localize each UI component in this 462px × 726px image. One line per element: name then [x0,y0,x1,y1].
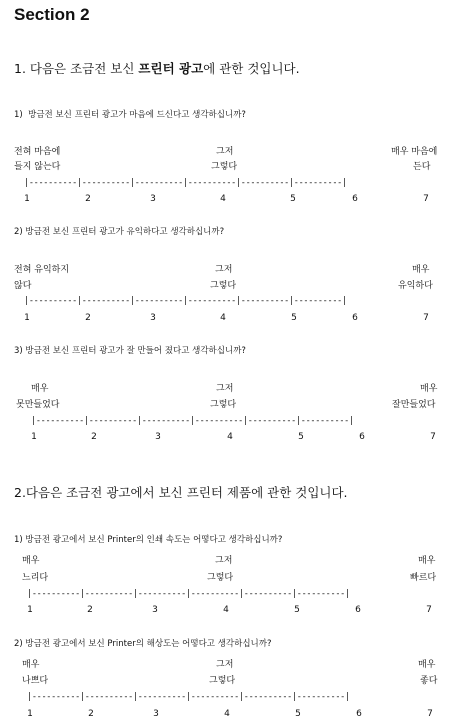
question-text: 2) 방금전 보신 프린터 광고가 유익하다고 생각하십니까? [14,227,225,237]
scale-right-label-line1: 매우 마음에 [391,147,438,157]
section-title: Section 2 [14,5,90,24]
rating-option-3[interactable]: 3 [153,709,159,719]
rating-scale-line: |----------|----------|----------|----------|----------|----------| [31,416,354,426]
rating-scale-line: |----------|----------|----------|----------|----------|----------| [27,589,350,599]
rating-option-5[interactable]: 5 [295,709,301,719]
scale-mid-label-line2: 그렇다 [211,162,238,172]
rating-option-2[interactable]: 2 [85,194,91,204]
scale-left-label-line2: 않다 [14,281,32,291]
rating-option-6[interactable]: 6 [359,432,365,442]
rating-option-3[interactable]: 3 [152,605,158,615]
rating-option-1[interactable]: 1 [24,313,30,323]
scale-left-label-line1: 전혀 마음에 [14,147,61,157]
rating-option-2[interactable]: 2 [85,313,91,323]
scale-left-label-line1: 매우 [31,384,49,394]
rating-option-2[interactable]: 2 [91,432,97,442]
rating-option-5[interactable]: 5 [294,605,300,615]
scale-right-label-line2: 빠르다 [410,573,437,583]
question-text: 2) 방금전 광고에서 보신 Printer의 해상도는 어떻다고 생각하십니까? [14,639,272,649]
scale-left-label-line2: 느리다 [22,573,49,583]
rating-scale-line: |----------|----------|----------|----------|----------|----------| [27,692,350,702]
scale-right-label-line1: 매우 [418,556,436,566]
rating-option-3[interactable]: 3 [150,313,156,323]
scale-mid-label-line2: 그렇다 [207,573,234,583]
scale-left-label-line1: 매우 [22,556,40,566]
part-1-bold-term: 프린터 광고 [138,61,204,76]
rating-option-7[interactable]: 7 [427,709,433,719]
rating-option-7[interactable]: 7 [426,605,432,615]
scale-mid-label-line2: 그렇다 [210,281,237,291]
scale-left-label-line2: 못만들었다 [16,400,60,410]
rating-option-3[interactable]: 3 [155,432,161,442]
part-1-heading [14,63,300,76]
rating-scale-line: |----------|----------|----------|----------|----------|----------| [24,296,347,306]
rating-option-2[interactable]: 2 [88,709,94,719]
scale-left-label-line2: 나쁘다 [22,676,49,686]
scale-right-label-line1: 매우 [412,265,430,275]
scale-mid-label-line1: 그저 [215,556,233,566]
question-text: 3) 방금전 보신 프린터 광고가 잘 만들어 졌다고 생각하십니까? [14,346,246,356]
rating-scale-line: |----------|----------|----------|----------|----------|----------| [24,178,347,188]
rating-option-1[interactable]: 1 [27,709,33,719]
scale-right-label-line1: 매우 [418,660,436,670]
scale-mid-label-line1: 그저 [215,265,233,275]
part-1-suffix: 에 관한 것입니다. [203,61,300,76]
scale-left-label-line1: 전혀 유익하지 [14,265,70,275]
question-text: 1) 방금전 보신 프린터 광고가 마음에 드신다고 생각하십니까? [14,110,246,120]
rating-option-4[interactable]: 4 [227,432,233,442]
scale-right-label-line2: 좋다 [420,676,438,686]
rating-option-5[interactable]: 5 [290,194,296,204]
scale-mid-label-line1: 그저 [216,660,234,670]
rating-option-7[interactable]: 7 [423,313,429,323]
scale-right-label-line2: 든다 [413,162,431,172]
part-2-heading: 2.다음은 조금전 광고에서 보신 프린터 제품에 관한 것입니다. [14,485,348,500]
rating-option-2[interactable]: 2 [87,605,93,615]
rating-option-5[interactable]: 5 [298,432,304,442]
scale-mid-label-line2: 그렇다 [209,676,236,686]
rating-option-1[interactable]: 1 [27,605,33,615]
rating-option-7[interactable]: 7 [423,194,429,204]
rating-option-5[interactable]: 5 [291,313,297,323]
rating-option-6[interactable]: 6 [355,605,361,615]
scale-mid-label-line1: 그저 [216,384,234,394]
rating-option-6[interactable]: 6 [352,194,358,204]
scale-left-label-line1: 매우 [22,660,40,670]
scale-right-label-line2: 잘만들었다 [392,400,436,410]
rating-option-3[interactable]: 3 [150,194,156,204]
rating-option-1[interactable]: 1 [31,432,37,442]
rating-option-4[interactable]: 4 [224,709,230,719]
scale-mid-label-line1: 그저 [216,147,234,157]
question-text: 1) 방금전 광고에서 보신 Printer의 인쇄 속도는 어떻다고 생각하십니까? [14,535,283,545]
rating-option-7[interactable]: 7 [430,432,436,442]
rating-option-6[interactable]: 6 [352,313,358,323]
scale-right-label-line2: 유익하다 [398,281,433,291]
rating-option-4[interactable]: 4 [220,313,226,323]
scale-right-label-line1: 매우 [420,384,438,394]
rating-option-4[interactable]: 4 [220,194,226,204]
rating-option-1[interactable]: 1 [24,194,30,204]
part-1-prefix: 1. 다음은 조금전 보신 [14,61,139,76]
scale-left-label-line2: 들지 않는다 [14,162,61,172]
scale-mid-label-line2: 그렇다 [210,400,237,410]
rating-option-6[interactable]: 6 [356,709,362,719]
rating-option-4[interactable]: 4 [223,605,229,615]
